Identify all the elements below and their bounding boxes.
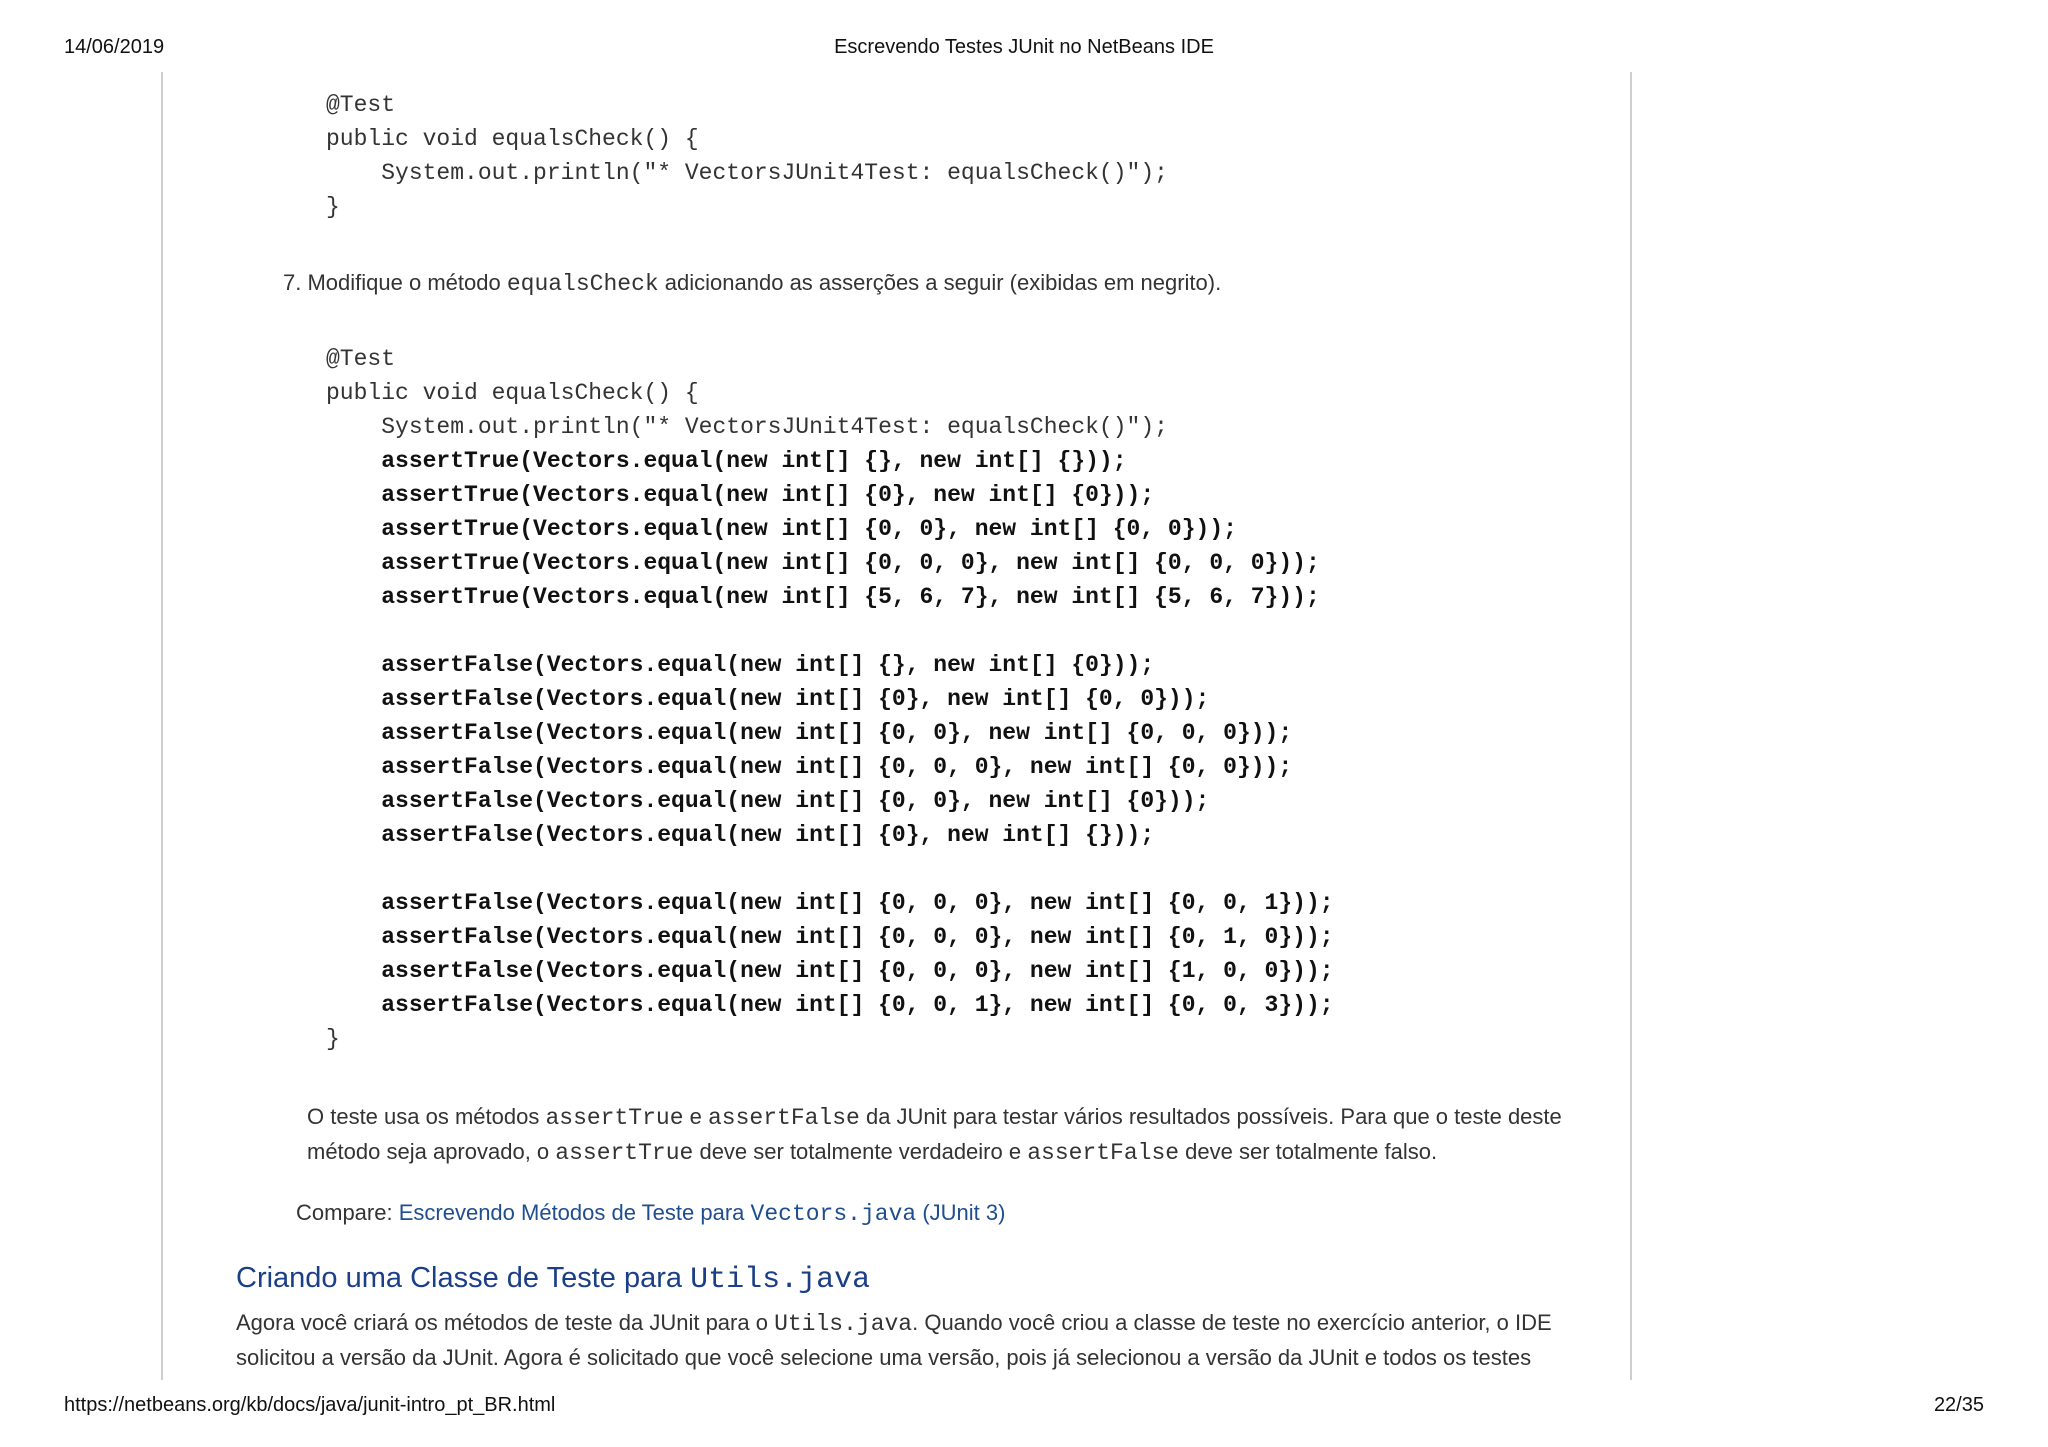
code-line: assertTrue(Vectors.equal(new int[] {5, 6, 7}, new int[] {5, 6, 7})); — [326, 584, 1320, 610]
inline-code: assertTrue — [545, 1105, 684, 1131]
step-7-instruction — [283, 266, 1221, 301]
step-number: 7. — [283, 270, 302, 295]
code-line — [326, 614, 1334, 648]
text: método seja aprovado, o — [307, 1139, 550, 1164]
compare-line — [296, 1196, 1005, 1231]
text: solicitou a versão da JUnit. Agora é solicitado que você selecione uma versão, pois já selecionou a versão da JUnit e todos os testes — [236, 1345, 1532, 1370]
code-line: assertFalse(Vectors.equal(new int[] {}, new int[] {0})); — [326, 652, 1155, 678]
page-title: Escrevendo Testes JUnit no NetBeans IDE — [834, 36, 1214, 58]
text: e — [689, 1104, 702, 1129]
code-line: @Test — [326, 92, 396, 118]
code-line: assertFalse(Vectors.equal(new int[] {0}, new int[] {0, 0})); — [326, 686, 1210, 712]
link-suffix: (JUnit 3) — [922, 1200, 1006, 1225]
code-line: public void equalsCheck() { — [326, 126, 699, 152]
explanation-line-1 — [307, 1100, 1562, 1135]
code-line: } — [326, 1026, 340, 1052]
explanation-paragraph — [307, 1100, 1562, 1170]
code-line: assertTrue(Vectors.equal(new int[] {0, 0}, new int[] {0, 0})); — [326, 516, 1237, 542]
print-date: 14/06/2019 — [64, 36, 165, 58]
text: . Quando você criou a classe de teste no exercício anterior, o IDE — [912, 1310, 1552, 1335]
right-border-rule — [1630, 72, 1632, 1380]
compare-link[interactable] — [399, 1200, 1006, 1225]
link-code: Vectors.java — [750, 1201, 917, 1227]
section-line-2 — [236, 1341, 1552, 1375]
heading-text: Criando uma Classe de Teste para — [236, 1262, 682, 1294]
code-line: } — [326, 194, 340, 220]
inline-code: equalsCheck — [506, 271, 659, 297]
code-line — [326, 852, 1334, 886]
heading-code: Utils.java — [690, 1263, 871, 1297]
code-line: public void equalsCheck() { — [326, 380, 699, 406]
code-line: assertFalse(Vectors.equal(new int[] {0, 0, 0}, new int[] {0, 0})); — [326, 754, 1293, 780]
code-line: assertFalse(Vectors.equal(new int[] {0, 0, 0}, new int[] {1, 0, 0})); — [326, 958, 1334, 984]
inline-code: Utils.java — [774, 1311, 913, 1337]
text: deve ser totalmente falso. — [1185, 1139, 1438, 1164]
text: Agora você criará os métodos de teste da JUnit para o — [236, 1310, 768, 1335]
inline-code: assertTrue — [555, 1140, 694, 1166]
page-url: https://netbeans.org/kb/docs/java/junit-intro_pt_BR.html — [64, 1394, 556, 1416]
section-heading — [236, 1262, 870, 1297]
code-block-equals-check-stub — [326, 88, 1168, 224]
code-line: assertTrue(Vectors.equal(new int[] {}, new int[] {})); — [326, 448, 1127, 474]
page-number: 22/35 — [1933, 1394, 1984, 1416]
link-text: Escrevendo Métodos de Teste para — [398, 1200, 745, 1225]
text: O teste usa os métodos — [307, 1104, 540, 1129]
code-line: assertFalse(Vectors.equal(new int[] {0, 0}, new int[] {0, 0, 0})); — [326, 720, 1293, 746]
code-line: System.out.println("* VectorsJUnit4Test: equalsCheck()"); — [326, 160, 1168, 186]
code-line: assertFalse(Vectors.equal(new int[] {0, 0, 0}, new int[] {0, 0, 1})); — [326, 890, 1334, 916]
text: deve ser totalmente verdadeiro e — [699, 1139, 1022, 1164]
compare-label: Compare: — [296, 1200, 393, 1225]
inline-code: assertFalse — [708, 1105, 860, 1131]
text: da JUnit para testar vários resultados possíveis. Para que o teste deste — [865, 1104, 1562, 1129]
section-paragraph — [236, 1306, 1552, 1375]
explanation-line-2 — [307, 1135, 1562, 1170]
code-line: @Test — [326, 346, 396, 372]
code-line: assertFalse(Vectors.equal(new int[] {0}, new int[] {})); — [326, 822, 1155, 848]
section-line-1 — [236, 1306, 1552, 1341]
code-line: assertFalse(Vectors.equal(new int[] {0, 0}, new int[] {0})); — [326, 788, 1210, 814]
step-text-before: Modifique o método — [307, 270, 501, 295]
step-text-after: adicionando as asserções a seguir (exibidas em negrito). — [664, 270, 1222, 295]
code-line: assertFalse(Vectors.equal(new int[] {0, 0, 1}, new int[] {0, 0, 3})); — [326, 992, 1334, 1018]
code-line: assertTrue(Vectors.equal(new int[] {0}, new int[] {0})); — [326, 482, 1155, 508]
code-line: System.out.println("* VectorsJUnit4Test: equalsCheck()"); — [326, 414, 1168, 440]
left-border-rule — [161, 72, 163, 1380]
code-line: assertFalse(Vectors.equal(new int[] {0, 0, 0}, new int[] {0, 1, 0})); — [326, 924, 1334, 950]
inline-code: assertFalse — [1027, 1140, 1180, 1166]
code-block-equals-check-assertions — [326, 342, 1334, 1056]
code-line: assertTrue(Vectors.equal(new int[] {0, 0, 0}, new int[] {0, 0, 0})); — [326, 550, 1320, 576]
